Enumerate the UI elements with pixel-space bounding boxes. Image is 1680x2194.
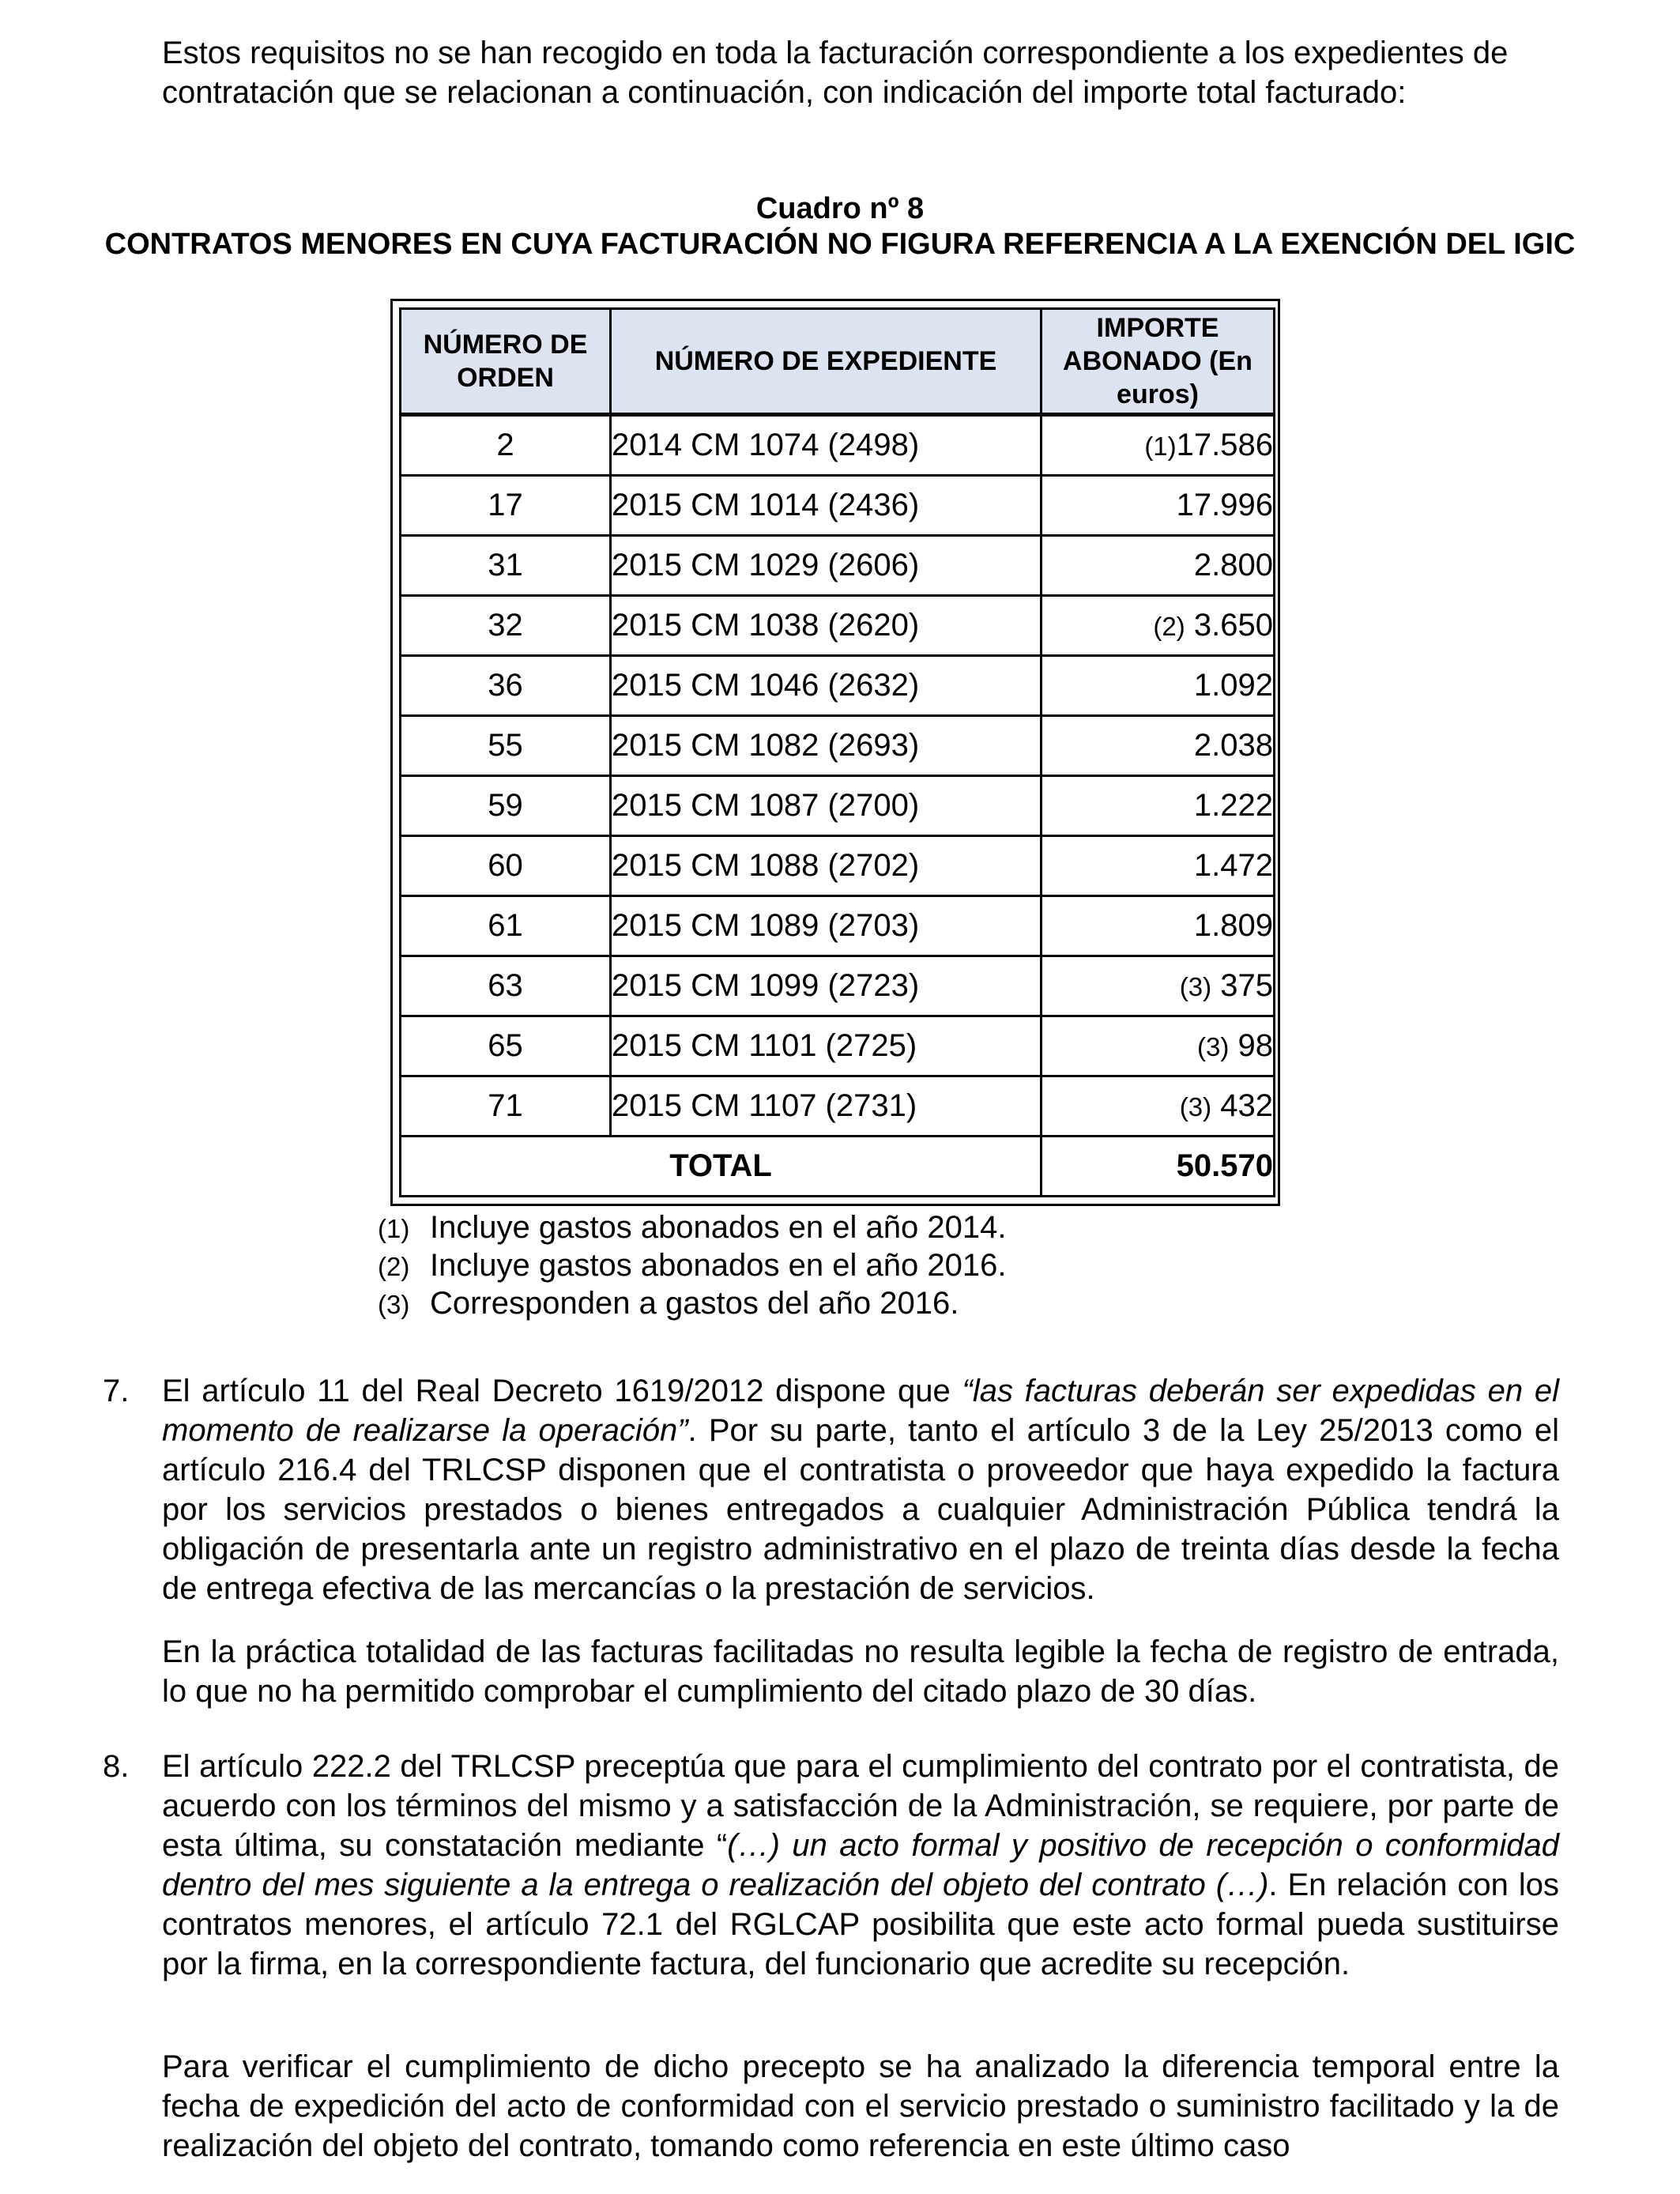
table-row	[401, 1076, 1275, 1136]
section-number-8: 8.	[103, 1749, 130, 1784]
cell-importe	[1042, 1016, 1275, 1076]
s7-text-b: . Por su parte, tanto el artículo 3 de la Ley 25/2013 como el artículo 216.4 del TRLCSP disponen que el contratista o proveedor que haya expedido la factura por los servicios prestados o bienes entregados a cualquier Administración Pública tendrá la obligación de presentarla ante un registro administrativo en el plazo de treinta días desde la fecha de entrega efectiva de las mercancías o la prestación de servicios.	[162, 1413, 1560, 1606]
table-row	[401, 595, 1275, 655]
s7-text-a: El artículo 11 del Real Decreto 1619/2012 dispone que	[162, 1374, 962, 1408]
cell-importe	[1042, 895, 1275, 956]
cell-expediente: 2015 CM 1101 (2725)	[611, 1016, 1042, 1076]
intro-paragraph: Estos requisitos no se han recogido en toda la facturación correspondiente a los expedientes de contratación que se relacionan a continuación, con indicación del importe total facturado:	[162, 36, 1509, 110]
cell-importe	[1042, 655, 1275, 715]
cell-orden: 31	[401, 536, 611, 596]
table-row	[401, 895, 1275, 956]
cell-note-mark: (3)	[1197, 1031, 1230, 1061]
cell-importe	[1042, 956, 1275, 1016]
cell-orden: 61	[401, 895, 611, 956]
section-7-paragraph-2: En la práctica totalidad de las facturas facilitadas no resulta legible la fecha de registro de entrada, lo que no ha permitido comprobar el cumplimiento del citado plazo de 30 días.	[162, 1634, 1559, 1709]
table-footnotes	[378, 1209, 1006, 1323]
cell-note-mark: (2)	[1153, 611, 1185, 641]
total-value: 50.570	[1042, 1136, 1275, 1196]
cell-orden: 71	[401, 1076, 611, 1136]
footnote	[378, 1209, 1006, 1247]
cell-orden: 60	[401, 835, 611, 895]
footnote-mark: (1)	[378, 1214, 410, 1243]
cell-orden: 32	[401, 595, 611, 655]
header-expediente: NÚMERO DE EXPEDIENTE	[611, 309, 1042, 415]
cell-importe-value: 17.996	[1176, 488, 1273, 522]
cell-expediente: 2015 CM 1107 (2731)	[611, 1076, 1042, 1136]
footnote-mark: (3)	[378, 1290, 410, 1319]
cell-expediente: 2015 CM 1089 (2703)	[611, 895, 1042, 956]
table-header-row	[401, 309, 1275, 415]
section-8-paragraph-1	[162, 1747, 1559, 1984]
table-row	[401, 655, 1275, 715]
header-importe: IMPORTE ABONADO (En euros)	[1042, 309, 1275, 415]
table-row	[401, 476, 1275, 536]
table-body	[401, 415, 1275, 1197]
cell-note-mark: (1)	[1144, 432, 1177, 461]
s8-text-b: . En relación con los contratos menores, el artículo 72.1 del RGLCAP posibilita que este acto formal pueda sustituirse por la firma, en la correspondiente factura, del funcionario que acredite su recepción.	[162, 1868, 1559, 1981]
cell-expediente: 2015 CM 1087 (2700)	[611, 775, 1042, 835]
cell-importe	[1042, 715, 1275, 775]
cell-importe	[1042, 835, 1275, 895]
cell-orden: 17	[401, 476, 611, 536]
contracts-table	[399, 307, 1275, 1197]
cell-note-mark: (3)	[1179, 971, 1212, 1001]
footnote	[378, 1247, 1006, 1285]
cell-importe	[1042, 775, 1275, 835]
table-frame	[390, 299, 1280, 1206]
table-row	[401, 775, 1275, 835]
footnote-text: Incluye gastos abonados en el año 2014.	[430, 1210, 1007, 1245]
cell-orden: 55	[401, 715, 611, 775]
cell-expediente: 2015 CM 1014 (2436)	[611, 476, 1042, 536]
cell-importe	[1042, 415, 1275, 476]
table-row	[401, 835, 1275, 895]
cell-importe	[1042, 476, 1275, 536]
cell-importe-value: 3.650	[1193, 607, 1273, 643]
footnote-text: Incluye gastos abonados en el año 2016.	[430, 1248, 1007, 1283]
header-orden: NÚMERO DE ORDEN	[401, 309, 611, 415]
cell-expediente: 2014 CM 1074 (2498)	[611, 415, 1042, 476]
cell-importe-value: 1.092	[1193, 667, 1273, 703]
s8-quote: (…) un acto formal y positivo de recepción o conformidad dentro del mes siguiente a la entrega o realización del objeto del contrato (…)	[162, 1828, 1559, 1902]
cell-expediente: 2015 CM 1088 (2702)	[611, 835, 1042, 895]
cell-expediente: 2015 CM 1046 (2632)	[611, 655, 1042, 715]
total-label: TOTAL	[401, 1136, 1042, 1196]
table-row	[401, 956, 1275, 1016]
cell-note-mark: (3)	[1179, 1091, 1212, 1122]
section-number-7: 7.	[103, 1374, 130, 1408]
s7-quote: “las facturas deberán ser expedidas en el momento de realizarse la operación”	[162, 1374, 1559, 1448]
s8-text-a: El artículo 222.2 del TRLCSP preceptúa que para el cumplimiento del contrato por el contratista, de acuerdo con los términos del mismo y a satisfacción de la Administración, se requiere, por parte de esta última, su constatación mediante “	[162, 1749, 1559, 1863]
cell-orden: 59	[401, 775, 611, 835]
footnote-mark: (2)	[378, 1252, 410, 1281]
section-8-paragraph-2: Para verificar el cumplimiento de dicho precepto se ha analizado la diferencia temporal entre la fecha de expedición del acto de conformidad con el servicio prestado o suministro facilitado y la de realización del objeto del contrato, tomando como referencia en este último caso	[162, 2049, 1559, 2163]
cell-importe	[1042, 1076, 1275, 1136]
cell-orden: 2	[401, 415, 611, 476]
cell-expediente: 2015 CM 1029 (2606)	[611, 536, 1042, 596]
cell-importe-value: 1.809	[1193, 907, 1273, 943]
table-row	[401, 415, 1275, 476]
table-row	[401, 715, 1275, 775]
table-caption-number: Cuadro nº 8	[755, 192, 925, 225]
cell-importe-value: 17.586	[1176, 428, 1273, 462]
table-total-row	[401, 1136, 1275, 1196]
table-row	[401, 1016, 1275, 1076]
cell-orden: 36	[401, 655, 611, 715]
section-7-paragraph-1	[162, 1371, 1559, 1608]
cell-importe-value: 2.038	[1193, 727, 1273, 763]
cell-orden: 65	[401, 1016, 611, 1076]
cell-importe-value: 375	[1220, 967, 1273, 1003]
cell-expediente: 2015 CM 1038 (2620)	[611, 595, 1042, 655]
cell-importe-value: 98	[1237, 1027, 1273, 1063]
cell-importe-value: 2.800	[1193, 547, 1273, 582]
cell-expediente: 2015 CM 1099 (2723)	[611, 956, 1042, 1016]
cell-importe	[1042, 536, 1275, 596]
cell-importe-value: 1.472	[1193, 847, 1273, 883]
table-row	[401, 536, 1275, 596]
cell-importe	[1042, 595, 1275, 655]
cell-importe-value: 1.222	[1193, 787, 1273, 823]
footnote	[378, 1285, 1006, 1323]
cell-expediente: 2015 CM 1082 (2693)	[611, 715, 1042, 775]
table-caption-title: CONTRATOS MENORES EN CUYA FACTURACIÓN NO FIGURA REFERENCIA A LA EXENCIÓN DEL IGIC	[104, 228, 1576, 261]
cell-orden: 63	[401, 956, 611, 1016]
footnote-text: Corresponden a gastos del año 2016.	[430, 1286, 959, 1321]
cell-importe-value: 432	[1220, 1088, 1273, 1123]
